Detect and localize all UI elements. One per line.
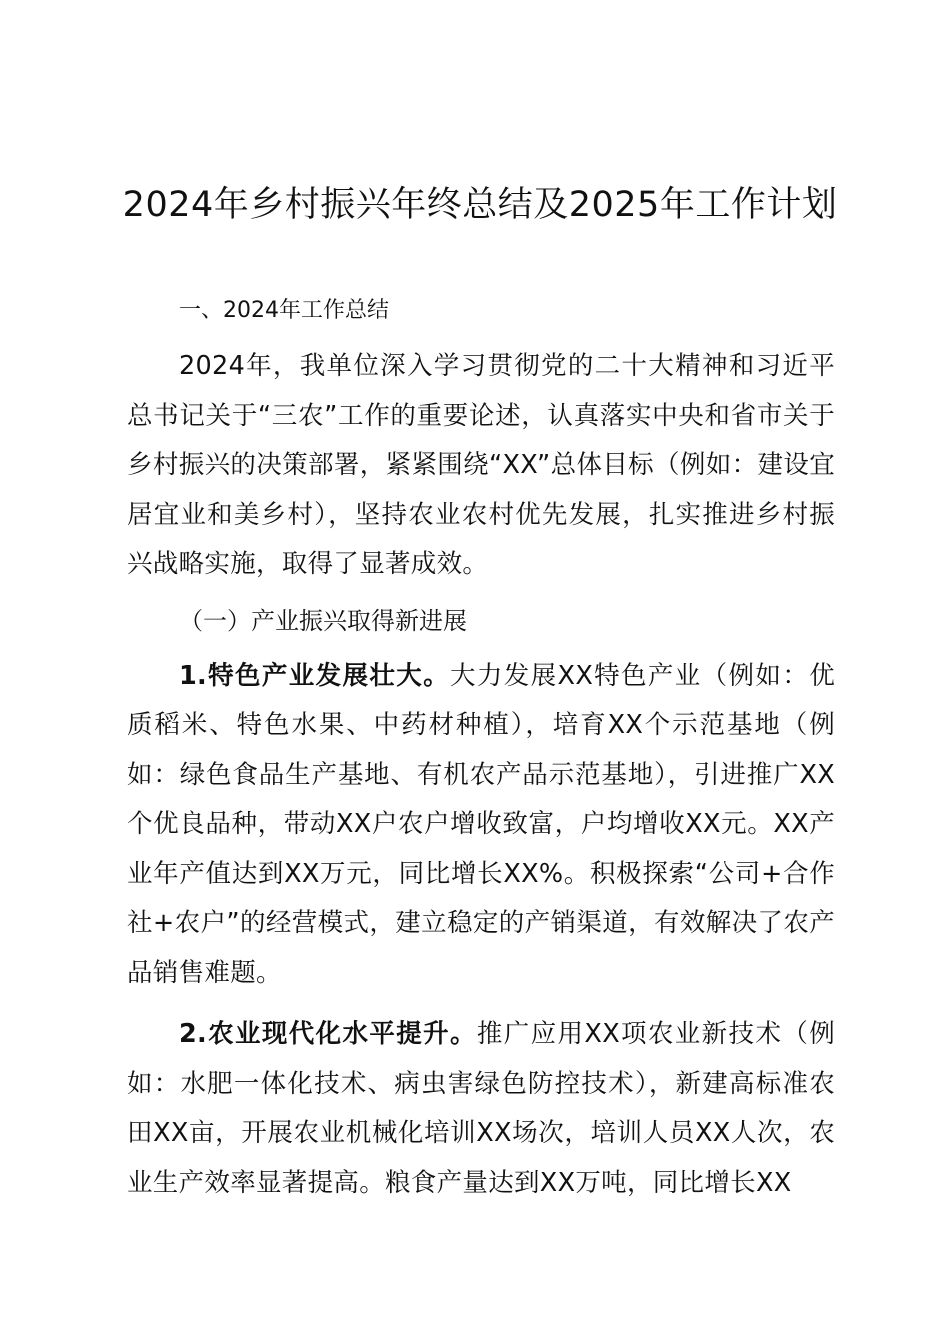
item-text-1: 大力发展XX特色产业（例如：优质稻米、特色水果、中药材种植），培育XX个示范基地（例如：绿色食品生产基地、有机农产品示范基地），引进推广XX个优良品种，带动XX户农户增收致富，户均增收XX元。XX产业年产值达到XX万元，同比增长XX%。积极探索“公司+合作社+农户”的经营模式，建立稳定的产销渠道，有效解决了农产品销售难题。 bbox=[127, 660, 835, 988]
intro-paragraph: 2024年，我单位深入学习贯彻党的二十大精神和习近平总书记关于“三农”工作的重要论述，认真落实中央和省市关于乡村振兴的决策部署，紧紧围绕“XX”总体目标（例如：建设宜居宜业和美乡村），坚持农业农村优先发展，扎实推进乡村振兴战略实施，取得了显著成效。 bbox=[127, 351, 835, 579]
item-paragraph-1 bbox=[127, 652, 835, 999]
subsection-heading: （一）产业振兴取得新进展 bbox=[179, 606, 467, 635]
item-text-2: 推广应用XX项农业新技术（例如：水肥一体化技术、病虫害绿色防控技术），新建高标准农田XX亩，开展农业机械化培训XX场次，培训人员XX人次，农业生产效率显著提高。粮食产量达到XX万吨，同比增长XX bbox=[127, 1019, 835, 1198]
item-paragraph-2 bbox=[127, 1010, 835, 1208]
document-title: 2024年乡村振兴年终总结及2025年工作计划 bbox=[122, 185, 838, 225]
document-body bbox=[127, 282, 835, 1208]
item-lead-1: 1.特色产业发展壮大。 bbox=[179, 660, 451, 691]
item-lead-2: 2.农业现代化水平提升。 bbox=[179, 1019, 477, 1049]
section-heading: 一、2024年工作总结 bbox=[179, 298, 389, 323]
